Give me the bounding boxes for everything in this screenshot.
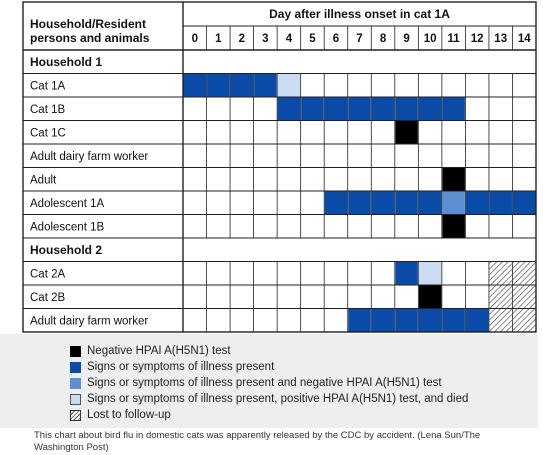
day-label: 11 [447, 33, 460, 45]
section-label: Household 1 [30, 54, 103, 69]
legend-swatch-lost [70, 410, 81, 421]
legend-label-symptoms-positive-died: Signs or symptoms of illness present, positive HPAI A(H5N1) test, and died [87, 393, 469, 405]
cell-symptoms [184, 74, 207, 97]
cell-symptoms [513, 192, 536, 215]
cell-empty [278, 192, 301, 215]
legend-label-symptoms: Signs or symptoms of illness present [87, 361, 275, 373]
cell-lost [489, 262, 512, 285]
cell-empty [325, 121, 348, 144]
cell-lost [513, 262, 536, 285]
cell-empty [231, 309, 254, 332]
cell-empty [348, 215, 371, 238]
cell-lost [513, 286, 536, 309]
header-cols-label: Day after illness onset in cat 1A [269, 7, 450, 21]
cell-symptoms [466, 192, 489, 215]
caption: This chart about bird flu in domestic cats was apparently released by the CDC by accident. (Lena Sun/The Washington Post) [34, 430, 481, 453]
cell-empty [184, 215, 207, 238]
cell-empty [395, 145, 418, 168]
cell-empty [278, 168, 301, 191]
cell-empty [184, 168, 207, 191]
cell-empty [466, 121, 489, 144]
row-label: Adult dairy farm worker [30, 150, 149, 163]
legend-item-lost [70, 408, 171, 422]
cell-empty [325, 309, 348, 332]
legend-swatch-symptoms-negative [70, 378, 81, 389]
cell-empty [301, 121, 324, 144]
cell-empty [254, 215, 277, 238]
day-label: 1 [215, 33, 222, 45]
row-label: Cat 1A [30, 80, 66, 93]
day-label: 8 [379, 33, 387, 45]
cell-symptoms [372, 309, 395, 332]
cell-symptoms [278, 98, 301, 121]
day-label: 12 [470, 33, 484, 45]
cell-empty [184, 286, 207, 309]
row-label: Adult [30, 174, 57, 187]
cell-empty [231, 168, 254, 191]
cell-empty [348, 286, 371, 309]
cell-empty [184, 145, 207, 168]
cell-symptoms [395, 262, 418, 285]
cell-empty [466, 286, 489, 309]
cell-empty [372, 168, 395, 191]
cell-empty [325, 168, 348, 191]
legend-swatch-symptoms-positive-died [70, 394, 81, 405]
cell-empty [372, 215, 395, 238]
day-label: 4 [285, 33, 293, 45]
cell-empty [207, 121, 230, 144]
cell-symptoms [419, 309, 442, 332]
cell-empty [348, 121, 371, 144]
legend-swatch-symptoms [70, 362, 81, 373]
cell-empty [489, 98, 512, 121]
cell-symptoms [466, 309, 489, 332]
cell-negative [395, 121, 418, 144]
cell-empty [301, 192, 324, 215]
cell-empty [278, 121, 301, 144]
cell-empty [325, 145, 348, 168]
cell-empty [325, 215, 348, 238]
legend-label-lost: Lost to follow-up [87, 409, 171, 421]
cell-empty [184, 192, 207, 215]
cell-empty [301, 309, 324, 332]
legend-label-symptoms-negative: Signs or symptoms of illness present and negative HPAI A(H5N1) test [87, 377, 442, 389]
cell-empty [207, 192, 230, 215]
header-rows-label-line1: Household/Resident [30, 17, 147, 31]
cell-empty [301, 145, 324, 168]
cell-empty [301, 262, 324, 285]
cell-empty [489, 121, 512, 144]
cell-empty [395, 286, 418, 309]
cell-symptoms_negative [442, 192, 465, 215]
cell-empty [254, 309, 277, 332]
cell-empty [419, 215, 442, 238]
cell-empty [489, 145, 512, 168]
day-label: 10 [423, 33, 437, 45]
cell-empty [325, 262, 348, 285]
cell-negative [419, 286, 442, 309]
legend-item-symptoms-negative [70, 376, 442, 390]
day-label: 9 [403, 33, 410, 45]
cell-empty [278, 286, 301, 309]
cell-empty [395, 168, 418, 191]
header-rows-label-line2: persons and animals [30, 31, 150, 45]
day-label: 0 [191, 33, 198, 45]
cell-empty [419, 121, 442, 144]
cell-empty [466, 145, 489, 168]
cell-empty [325, 74, 348, 97]
cell-symptoms [372, 192, 395, 215]
day-label: 5 [309, 33, 316, 45]
cell-empty [372, 74, 395, 97]
cell-empty [184, 262, 207, 285]
cell-empty [301, 215, 324, 238]
cell-empty [254, 262, 277, 285]
cell-empty [254, 192, 277, 215]
cell-empty [278, 262, 301, 285]
cell-symptoms [395, 98, 418, 121]
cell-symptoms [489, 192, 512, 215]
cell-empty [419, 145, 442, 168]
cell-empty [207, 215, 230, 238]
cell-empty [372, 121, 395, 144]
cell-empty [466, 74, 489, 97]
cell-empty [513, 145, 536, 168]
cell-symptoms [254, 74, 277, 97]
day-label: 14 [517, 33, 531, 45]
day-label: 6 [332, 33, 340, 45]
cell-empty [184, 309, 207, 332]
row-label: Adolescent 1B [30, 221, 105, 234]
cell-empty [254, 286, 277, 309]
legend-item-symptoms [70, 360, 274, 374]
cell-empty [513, 168, 536, 191]
cell-empty [231, 145, 254, 168]
cell-empty [513, 74, 536, 97]
row-label: Cat 2A [30, 268, 66, 281]
legend-swatch-negative [70, 346, 81, 357]
cell-empty [513, 121, 536, 144]
cell-empty [231, 98, 254, 121]
row-label: Adult dairy farm worker [30, 315, 149, 328]
cell-symptoms [348, 309, 371, 332]
cell-lost [489, 286, 512, 309]
cell-empty [207, 309, 230, 332]
legend-item-symptoms-positive-died [70, 392, 468, 406]
cell-empty [184, 98, 207, 121]
cell-empty [466, 98, 489, 121]
cell-empty [325, 286, 348, 309]
cell-symptoms_positive_died [278, 74, 301, 97]
cell-symptoms [442, 309, 465, 332]
cell-empty [442, 121, 465, 144]
cell-empty [231, 262, 254, 285]
cell-symptoms [348, 192, 371, 215]
day-label: 2 [238, 33, 246, 45]
legend [0, 334, 538, 428]
cell-empty [231, 121, 254, 144]
cell-symptoms [419, 192, 442, 215]
cell-lost [489, 309, 512, 332]
cell-empty [348, 74, 371, 97]
cell-negative [442, 215, 465, 238]
cell-empty [278, 309, 301, 332]
cell-symptoms [207, 74, 230, 97]
cell-empty [231, 286, 254, 309]
cell-symptoms [231, 74, 254, 97]
legend-item-negative [70, 344, 231, 358]
cell-symptoms [325, 98, 348, 121]
cell-empty [513, 215, 536, 238]
cell-symptoms [442, 98, 465, 121]
cell-symptoms [419, 98, 442, 121]
cell-empty [442, 145, 465, 168]
section-label: Household 2 [30, 242, 103, 257]
day-label: 7 [356, 33, 363, 45]
cell-empty [301, 74, 324, 97]
cell-empty [442, 262, 465, 285]
cell-empty [489, 168, 512, 191]
legend-label-negative: Negative HPAI A(H5N1) test [87, 345, 231, 357]
cell-symptoms [301, 98, 324, 121]
cell-symptoms [395, 309, 418, 332]
cell-empty [278, 145, 301, 168]
cell-symptoms [372, 98, 395, 121]
cell-empty [442, 286, 465, 309]
cell-empty [184, 121, 207, 144]
cell-symptoms [348, 98, 371, 121]
cell-symptoms [395, 192, 418, 215]
cell-empty [489, 215, 512, 238]
cell-empty [254, 98, 277, 121]
cell-empty [348, 262, 371, 285]
row-label: Cat 1C [30, 127, 66, 140]
cell-empty [301, 168, 324, 191]
row-label: Cat 1B [30, 103, 66, 116]
cell-empty [254, 145, 277, 168]
cell-empty [207, 145, 230, 168]
cell-empty [466, 215, 489, 238]
day-label: 13 [494, 33, 508, 45]
cell-negative [442, 168, 465, 191]
cell-empty [254, 168, 277, 191]
row-label: Adolescent 1A [30, 197, 105, 210]
cell-empty [395, 215, 418, 238]
cell-empty [372, 145, 395, 168]
cell-empty [231, 192, 254, 215]
cell-empty [254, 121, 277, 144]
cell-empty [372, 286, 395, 309]
cell-empty [207, 98, 230, 121]
cell-empty [513, 98, 536, 121]
cell-symptoms_positive_died [419, 262, 442, 285]
row-label: Cat 2B [30, 291, 66, 304]
cell-empty [419, 74, 442, 97]
cell-empty [348, 145, 371, 168]
cell-empty [489, 74, 512, 97]
cell-empty [207, 168, 230, 191]
cell-empty [301, 286, 324, 309]
cell-lost [513, 309, 536, 332]
cell-empty [395, 74, 418, 97]
cell-empty [372, 262, 395, 285]
day-label: 3 [262, 33, 269, 45]
cell-empty [231, 215, 254, 238]
cell-empty [207, 262, 230, 285]
cell-empty [207, 286, 230, 309]
cell-empty [442, 74, 465, 97]
cell-empty [419, 168, 442, 191]
cell-empty [466, 168, 489, 191]
cell-symptoms [325, 192, 348, 215]
cell-empty [466, 262, 489, 285]
cell-empty [278, 215, 301, 238]
cell-empty [348, 168, 371, 191]
